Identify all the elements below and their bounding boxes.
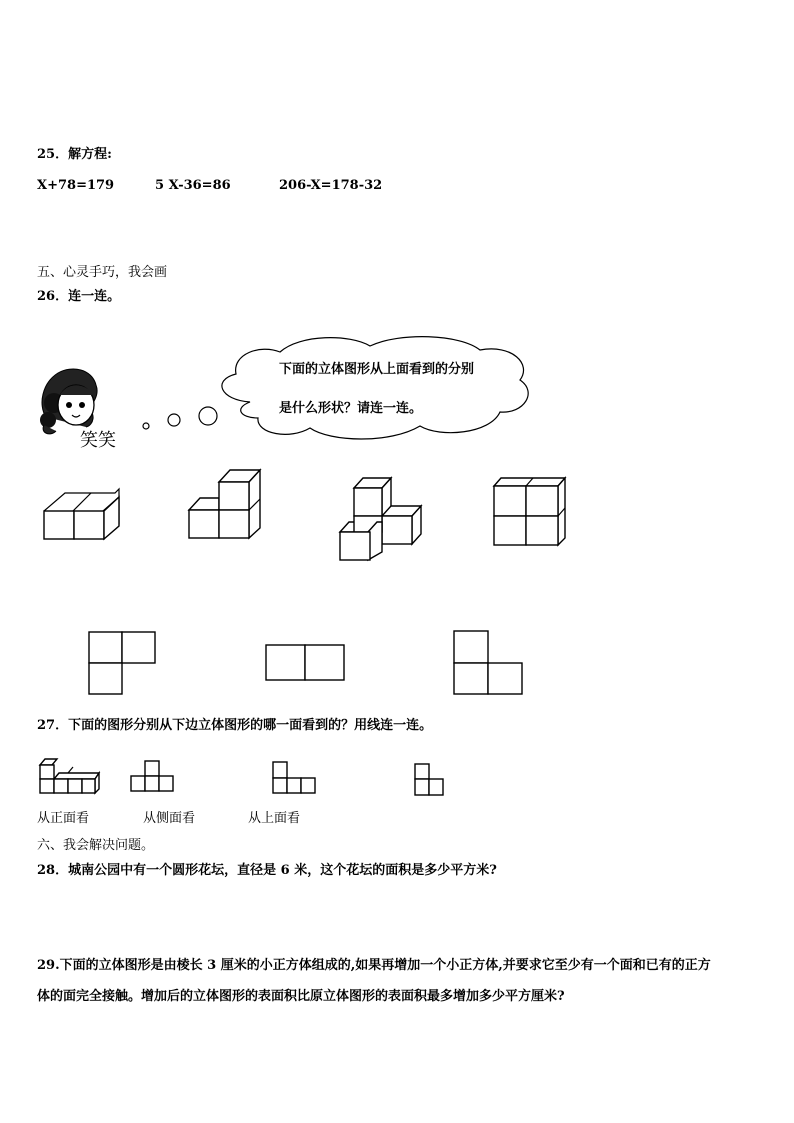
section6-heading: 六、我会解决问题。 (37, 838, 155, 853)
q27-solid-figure (39, 755, 101, 795)
q27-view-3 (414, 763, 448, 799)
label-front-view: 从正面看 (37, 811, 90, 826)
q28-text: 28．城南公园中有一个圆形花坛，直径是 6 米，这个花坛的面积是多少平方米? (37, 863, 497, 878)
solid-figure-2 (188, 466, 264, 540)
q29-text-line1: 29.下面的立体图形是由棱长 3 厘米的小正方体组成的,如果再增加一个小正方体,并要求它至少有一个面和已有的正方 (37, 958, 711, 973)
solid-figure-4 (493, 476, 569, 546)
q25-equation-2: 5 X-36=86 (155, 178, 231, 193)
bubble-text-line2: 是什么形状？请连一连。 (279, 401, 423, 416)
q26-title: 26．连一连。 (37, 289, 121, 304)
character-name: 笑笑 (80, 430, 116, 451)
q25-title: 25．解方程: (37, 147, 112, 162)
view-shape-1 (88, 631, 158, 695)
q25-equation-3: 206-X=178-32 (279, 178, 383, 193)
label-side-view: 从侧面看 (143, 811, 196, 826)
q27-view-2 (272, 761, 320, 795)
view-shape-3 (453, 630, 525, 696)
q29-text-line2: 体的面完全接触。增加后的立体图形的表面积比原立体图形的表面积最多增加多少平方厘米? (37, 989, 565, 1004)
solid-figure-3 (339, 476, 429, 562)
bubble-text-line1: 下面的立体图形从上面看到的分别 (279, 362, 475, 377)
q27-view-1 (130, 760, 178, 794)
solid-figure-1 (43, 484, 123, 542)
view-shape-2 (265, 644, 347, 682)
section5-heading: 五、心灵手巧，我会画 (37, 265, 168, 280)
q27-title: 27．下面的图形分别从下边立体图形的哪一面看到的？用线连一连。 (37, 718, 433, 733)
thought-bubble (140, 330, 540, 450)
label-top-view: 从上面看 (248, 811, 301, 826)
q25-equation-1: X+78=179 (37, 178, 115, 193)
